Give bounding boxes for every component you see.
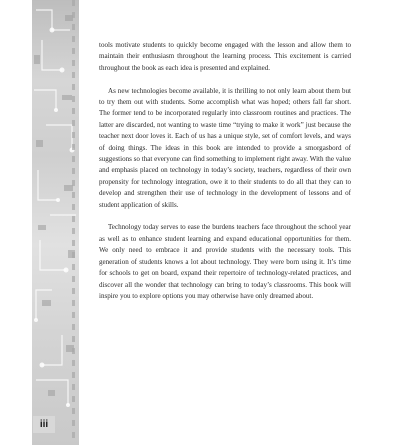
- tech-pattern-graphic: [32, 0, 79, 445]
- paragraph: As new technologies become available, it is thrilling to not only learn about them but to try them out with students. Some accomplish what was hoped; others fall far short. The former tend to be incorporated regularly into classroom routines and practices. The latter are discarded, not wanting to waste time “trying to make it work” just because the teacher next door loves it. Each of us has a unique style, set of comfort levels, and ways of doing things. The ideas in this book are intended to provide a smorgasbord of suggestions so that everyone can find something to implement right away. With the value and emphasis placed on technology in today’s society, teachers, regardless of their own propensity for technology integration, owe it to their students to do all that they can to develop and strengthen their use of technology in the development of lessons and of student application of skills.: [99, 86, 351, 209]
- paragraph: tools motivate students to quickly become engaged with the lesson and allow them to maintain their enthusiasm throughout the learning process. This excitement is carried throughout the book as each idea is presented and explained.: [99, 41, 351, 72]
- page-number: iii: [33, 416, 55, 433]
- paragraph: Technology today serves to ease the burdens teachers face throughout the school year as well as to enhance student learning and expand educational opportunities for them. We only need to embrace it and provide students with the necessary tools. This generation of students knows a lot about technology. They were born using it. It’s time for schools to get on board, expand their repertoire of technology-related practices, and discover all the wonder that technology can bring to today’s classrooms. This book will inspire you to explore options you may otherwise have only dreamed about.: [99, 223, 351, 300]
- decorative-side-strip: [32, 0, 79, 445]
- body-text: [99, 40, 351, 302]
